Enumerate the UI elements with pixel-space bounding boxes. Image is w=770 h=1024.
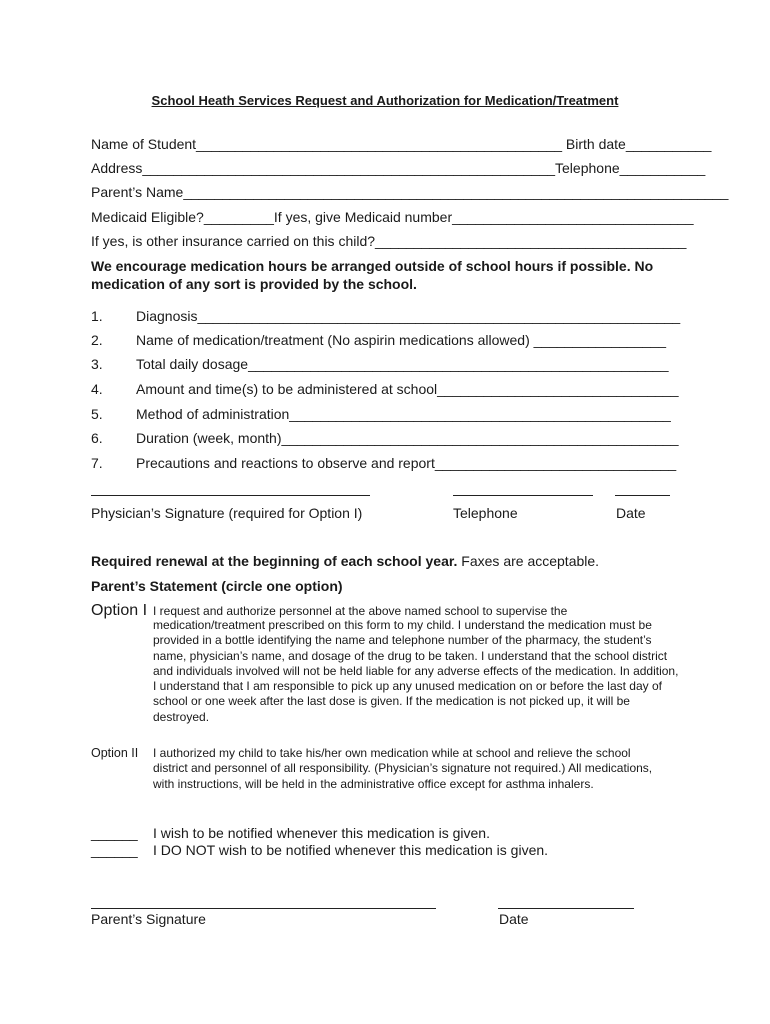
physician-signature-label: Physician’s Signature (required for Option I) xyxy=(91,505,363,521)
option-1-first-line: I request and authorize personnel at the above named school to supervise the xyxy=(153,604,568,618)
item-number: 4. xyxy=(91,381,103,397)
duration-field[interactable]: Duration (week, month)___________________________________________________ xyxy=(136,430,679,446)
option-2-label[interactable]: Option II xyxy=(91,746,139,760)
notice-line-2: medication of any sort is provided by the school. xyxy=(91,276,417,292)
renewal-notice xyxy=(91,553,599,569)
notify-yes-text: I wish to be notified whenever this medication is given. xyxy=(153,825,490,841)
parent-date-line[interactable] xyxy=(498,908,634,909)
notice-line-1: We encourage medication hours be arranged outside of school hours if possible. No xyxy=(91,258,654,274)
address-telephone-line[interactable]: Address_____________________________________________________Telephone___________ xyxy=(91,160,706,176)
parent-signature-line[interactable] xyxy=(91,908,436,909)
physician-telephone-line[interactable] xyxy=(453,495,593,496)
parent-name-line[interactable]: Parent’s Name______________________________________________________________________ xyxy=(91,184,729,200)
physician-signature-line[interactable] xyxy=(91,495,370,496)
option-1-label[interactable]: Option I xyxy=(91,602,148,619)
item-number: 5. xyxy=(91,406,103,422)
item-number: 7. xyxy=(91,455,103,471)
precautions-field[interactable]: Precautions and reactions to observe and report_______________________________ xyxy=(136,455,677,471)
item-number: 6. xyxy=(91,430,103,446)
notify-no-text: I DO NOT wish to be notified whenever this medication is given. xyxy=(153,842,549,858)
option-2-body: I authorized my child to take his/her own medication while at school and relieve the school district and personnel of all responsibility. (Physician’s signature not required.) All medications, with instructions, will be held in the administrative office except for asthma inhalers. xyxy=(153,746,653,791)
student-name-birthdate-line[interactable]: Name of Student_______________________________________________ Birth date___________ xyxy=(91,136,712,152)
item-number: 3. xyxy=(91,356,103,372)
parent-signature-label: Parent’s Signature xyxy=(91,911,206,927)
other-insurance-line[interactable]: If yes, is other insurance carried on this child?________________________________________ xyxy=(91,233,687,249)
renewal-notice-normal: Faxes are acceptable. xyxy=(457,553,600,569)
renewal-notice-bold: Required renewal at the beginning of each school year. xyxy=(91,553,458,569)
diagnosis-field[interactable]: Diagnosis______________________________________________________________ xyxy=(136,308,681,324)
medication-name-field[interactable]: Name of medication/treatment (No aspirin medications allowed) _________________ xyxy=(136,332,666,348)
physician-telephone-label: Telephone xyxy=(453,505,518,521)
administration-method-field[interactable]: Method of administration_________________________________________________ xyxy=(136,406,671,422)
daily-dosage-field[interactable]: Total daily dosage______________________________________________________ xyxy=(136,356,669,372)
physician-date-line[interactable] xyxy=(615,495,670,496)
parent-statement-heading: Parent’s Statement (circle one option) xyxy=(91,578,343,594)
parent-date-label: Date xyxy=(499,911,529,927)
medicaid-line[interactable]: Medicaid Eligible?_________If yes, give Medicaid number_______________________________ xyxy=(91,209,694,225)
form-title: School Heath Services Request and Authorization for Medication/Treatment xyxy=(151,93,619,108)
item-number: 2. xyxy=(91,332,103,348)
physician-date-label: Date xyxy=(616,505,646,521)
item-number: 1. xyxy=(91,308,103,324)
notify-no-blank[interactable]: ______ xyxy=(91,842,138,858)
notify-yes-blank[interactable]: ______ xyxy=(91,825,138,841)
option-1-body: medication/treatment prescribed on this form to my child. I understand the medication must be provided in a bottle identifying the name and telephone number of the pharmacy, the student’s name, physician’s name, and dosage of the drug to be taken. I understand that the school district and individuals involved will not be held liable for any adverse effects of the medication. In addition, I understand that I am responsible to pick up any unused medication on or before the last day of school or one week after the last dose is given. If the medication is not picked up, it will be destroyed. xyxy=(153,618,679,724)
amount-time-field[interactable]: Amount and time(s) to be administered at school_______________________________ xyxy=(136,381,679,397)
